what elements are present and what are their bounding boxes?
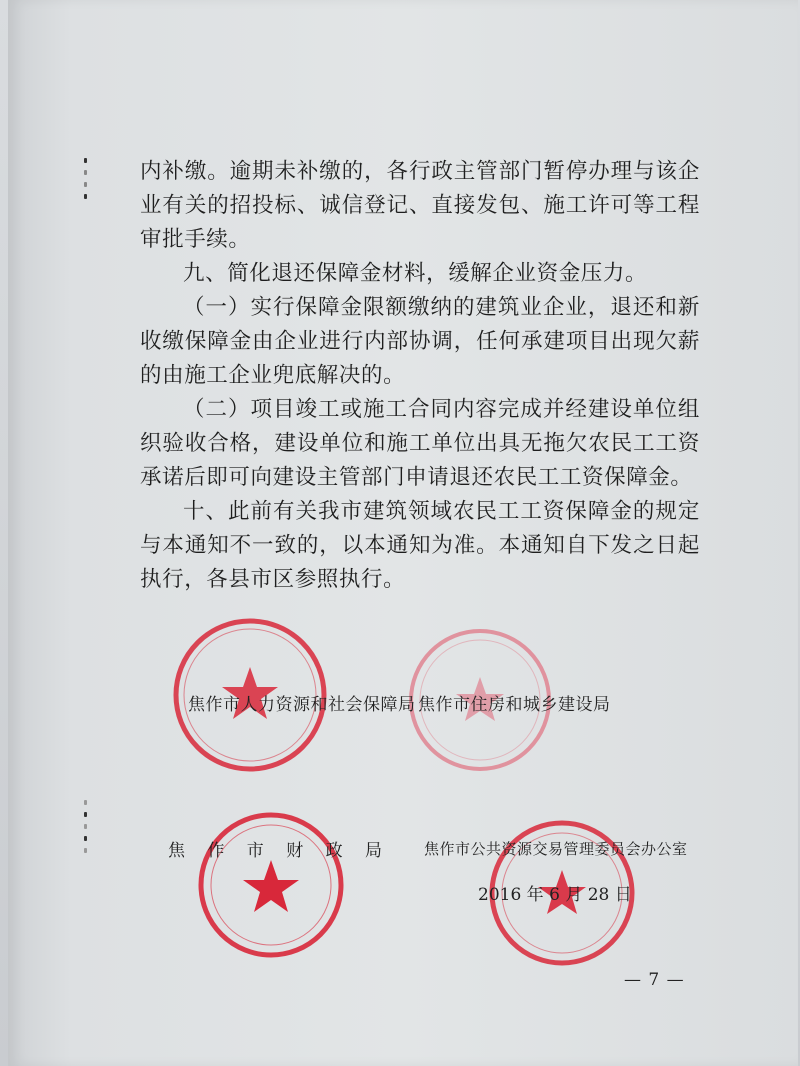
public-resource-office-name: 焦作市公共资源交易管理委员会办公室 — [424, 840, 688, 858]
body-text — [140, 155, 700, 597]
paragraph-item-10: 十、此前有关我市建筑领域农民工工资保障金的规定与本通知不一致的，以本通知为准。本通知自下发之日起执行，各县市区参照执行。 — [140, 499, 700, 592]
paragraph-item-9: 九、简化退还保障金材料，缓解企业资金压力。 — [183, 261, 648, 286]
paragraph-sub-2: （二）项目竣工或施工合同内容完成并经建设单位组织验收合格，建设单位和施工单位出具无拖欠农民工工资承诺后即可向建设主管部门申请退还农民工工资保障金。 — [140, 397, 700, 490]
finance-bureau-name: 焦 作 市 财 政 局 — [168, 841, 384, 861]
page-number: — 7 — — [624, 970, 685, 990]
binding-holes-bottom — [84, 800, 87, 860]
document-date: 2016 年 6 月 28 日 — [478, 885, 632, 905]
hr-bureau-name: 焦作市人力资源和社会保障局 — [188, 695, 416, 715]
finance-bureau-seal — [196, 810, 346, 960]
paragraph-continuation: 内补缴。逾期未补缴的，各行政主管部门暂停办理与该企业有关的招投标、诚信登记、直接发包、施工许可等工程审批手续。 — [140, 159, 700, 252]
paragraph-sub-1: （一）实行保障金限额缴纳的建筑业企业，退还和新收缴保障金由企业进行内部协调，任何承建项目出现欠薪的由施工企业兜底解决的。 — [140, 295, 700, 388]
housing-bureau-name: 焦作市住房和城乡建设局 — [418, 695, 611, 715]
binding-holes-top — [84, 158, 87, 206]
